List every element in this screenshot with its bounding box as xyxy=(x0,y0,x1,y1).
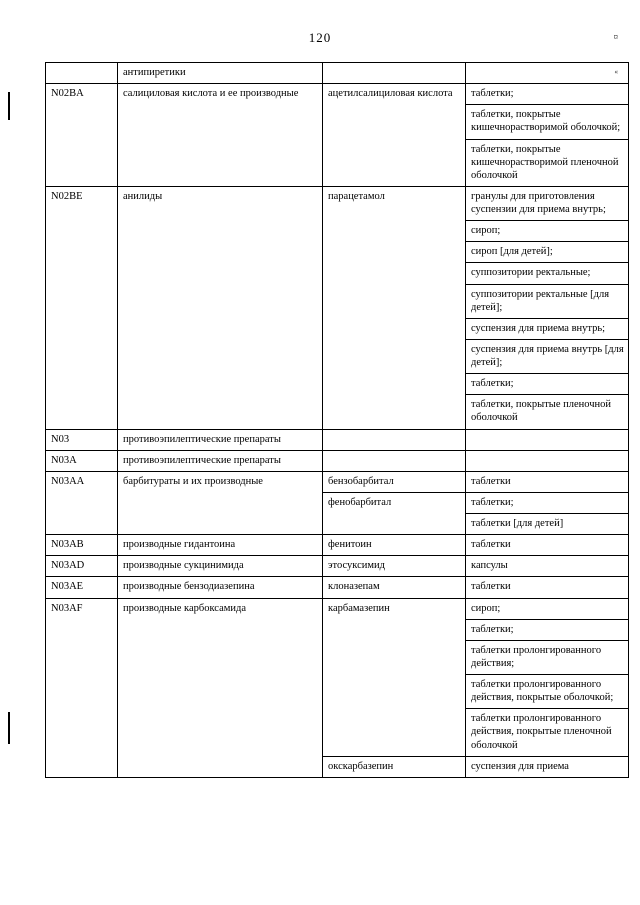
cell-group: барбитураты и их производные xyxy=(118,471,323,534)
cell-form: таблетки, покрытые кишечнорастворимой оболочкой; xyxy=(466,105,629,139)
table-row xyxy=(46,471,629,492)
cell-form: суспензия для приема внутрь [для детей]; xyxy=(466,339,629,373)
cell-form: таблетки; xyxy=(466,492,629,513)
cell-group: производные сукцинимида xyxy=(118,556,323,577)
cell-group: анилиды xyxy=(118,186,323,429)
table-row xyxy=(46,186,629,220)
cell-form: суппозитории ректальные [для детей]; xyxy=(466,284,629,318)
cell-form: таблетки пролонгированного действия; xyxy=(466,640,629,674)
cell-inn xyxy=(323,63,466,84)
cell-code xyxy=(46,63,118,84)
cell-code: N03AB xyxy=(46,535,118,556)
cell-form: суспензия для приема xyxy=(466,756,629,777)
cell-form: сироп [для детей]; xyxy=(466,242,629,263)
cell-form: суппозитории ректальные; xyxy=(466,263,629,284)
cell-inn xyxy=(323,450,466,471)
cell-form: таблетки xyxy=(466,471,629,492)
cell-group: производные бензодиазепина xyxy=(118,577,323,598)
cell-inn xyxy=(323,429,466,450)
cell-inn: ацетилсалициловая кислота xyxy=(323,84,466,187)
table-row xyxy=(46,556,629,577)
cell-form xyxy=(466,63,629,84)
table-row xyxy=(46,598,629,619)
cell-form: таблетки [для детей] xyxy=(466,514,629,535)
cell-form xyxy=(466,429,629,450)
cell-form: таблетки xyxy=(466,535,629,556)
cell-group: антипиретики xyxy=(118,63,323,84)
cell-form: таблетки; xyxy=(466,619,629,640)
cell-inn: фенитоин xyxy=(323,535,466,556)
table-row xyxy=(46,577,629,598)
cell-group: салициловая кислота и ее производные xyxy=(118,84,323,187)
cell-inn: фенобарбитал xyxy=(323,492,466,534)
cell-form: гранулы для приготовления суспензии для приема внутрь; xyxy=(466,186,629,220)
cell-form: сироп; xyxy=(466,598,629,619)
cell-form: таблетки xyxy=(466,577,629,598)
cell-inn: клоназепам xyxy=(323,577,466,598)
cell-group: противоэпилептические препараты xyxy=(118,450,323,471)
corner-mark: ¤ xyxy=(613,32,618,42)
cell-group: производные карбоксамида xyxy=(118,598,323,777)
cell-inn: карбамазепин xyxy=(323,598,466,756)
cell-code: N03AF xyxy=(46,598,118,777)
side-mark: « xyxy=(614,68,618,76)
page-number: 120 xyxy=(308,30,332,45)
cell-form xyxy=(466,450,629,471)
table-row xyxy=(46,84,629,105)
cell-code: N03AA xyxy=(46,471,118,534)
cell-code: N02BE xyxy=(46,186,118,429)
cell-form: суспензия для приема внутрь; xyxy=(466,318,629,339)
cell-form: таблетки пролонгированного действия, покрытые оболочкой; xyxy=(466,675,629,709)
table-row xyxy=(46,63,629,84)
cell-form: таблетки, покрытые пленочной оболочкой xyxy=(466,395,629,429)
cell-form: таблетки; xyxy=(466,84,629,105)
cell-code: N03AD xyxy=(46,556,118,577)
cell-form: таблетки, покрытые кишечнорастворимой пленочной оболочкой xyxy=(466,139,629,186)
cell-inn: бензобарбитал xyxy=(323,471,466,492)
cell-form: сироп; xyxy=(466,221,629,242)
cell-code: N02BA xyxy=(46,84,118,187)
table-row xyxy=(46,450,629,471)
cell-code: N03A xyxy=(46,450,118,471)
cell-inn: парацетамол xyxy=(323,186,466,429)
cell-form: капсулы xyxy=(466,556,629,577)
cell-form: таблетки пролонгированного действия, покрытые пленочной оболочкой xyxy=(466,709,629,756)
drug-classification-table xyxy=(45,62,629,778)
cell-inn: этосуксимид xyxy=(323,556,466,577)
cell-group: производные гидантоина xyxy=(118,535,323,556)
cell-code: N03AE xyxy=(46,577,118,598)
cell-group: противоэпилептические препараты xyxy=(118,429,323,450)
table-row xyxy=(46,535,629,556)
margin-tick-top xyxy=(8,92,10,120)
cell-code: N03 xyxy=(46,429,118,450)
cell-form: таблетки; xyxy=(466,374,629,395)
cell-inn: окскарбазепин xyxy=(323,756,466,777)
table-row xyxy=(46,429,629,450)
margin-tick-bottom xyxy=(8,712,10,744)
